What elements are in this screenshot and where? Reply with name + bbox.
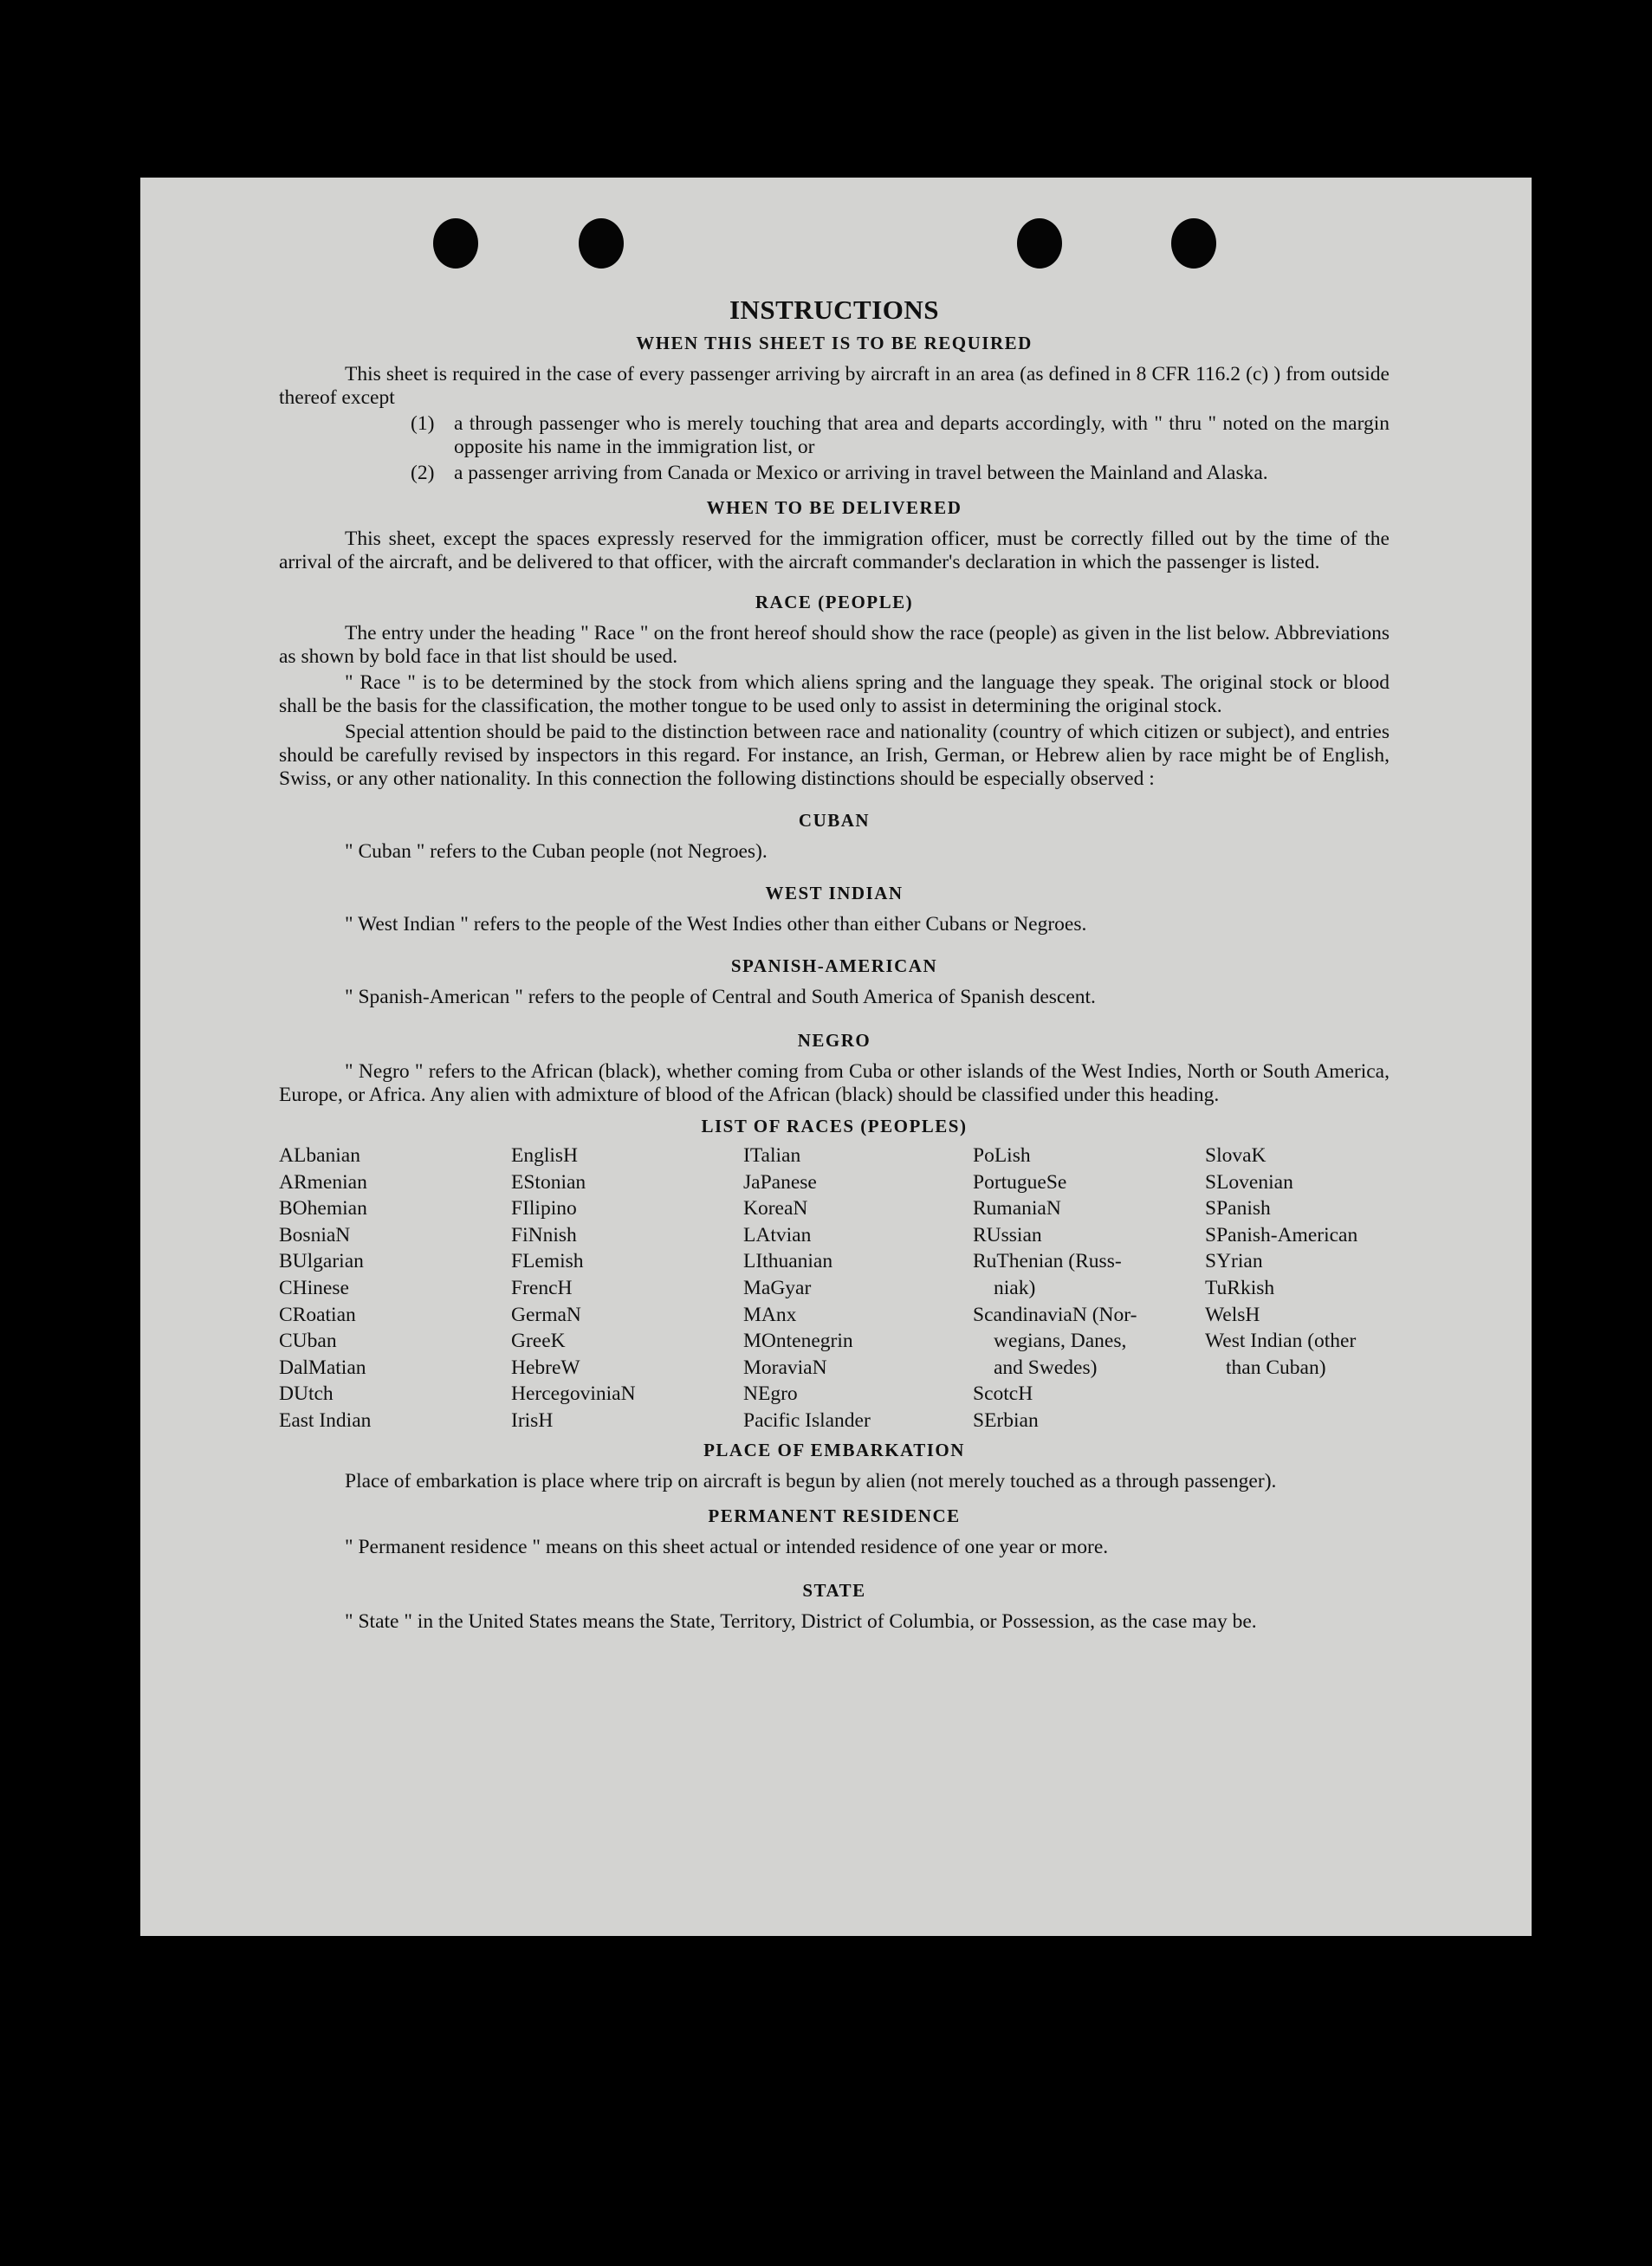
race-entry: BUlgarian [279,1250,364,1273]
race-entry: SPanish-American [1205,1223,1358,1246]
heading-race: RACE (PEOPLE) [755,592,914,612]
race-entry: CHinese [279,1276,349,1299]
race-entry: KoreaN [743,1197,808,1220]
heading-when-delivered: WHEN TO BE DELIVERED [706,497,962,518]
race-entry: DalMatian [279,1356,366,1379]
races-column [973,1143,1205,1434]
permanent-residence-text: " Permanent residence " means on this sheet actual or intended residence of one year or more. [345,1535,1109,1558]
punch-hole [433,218,478,269]
race-entry: BOhemian [279,1197,367,1220]
race-entry: wegians, Danes, [994,1330,1127,1353]
race-entry: ARmenian [279,1170,367,1194]
race-entry: FIlipino [511,1197,577,1220]
heading-permanent-residence: PERMANENT RESIDENCE [708,1505,961,1526]
heading-place-of-embarkation: PLACE OF EMBARKATION [703,1439,965,1460]
race-entry: FrencH [511,1276,573,1299]
race-entry: FLemish [511,1250,584,1273]
when-delivered-text: This sheet, except the spaces expressly reserved for the immigration officer, must be correctly filled out by the time of the arrival of the aircraft, and be delivered to that officer, with the aircraft commander's declaration in which the passenger is listed. [279,528,1390,573]
heading-negro: NEGRO [797,1030,871,1051]
item-number: (2) [411,462,435,484]
race-entry: GermaN [511,1303,581,1326]
race-entry: MAnx [743,1303,797,1326]
race-entry: LIthuanian [743,1250,833,1273]
race-entry: SLovenian [1205,1170,1293,1194]
races-table [279,1143,1390,1434]
state-text: " State " in the United States means the State, Territory, District of Columbia, or Possession, as the case may be. [345,1609,1257,1633]
exception-list [411,412,1390,485]
item-text: a passenger arriving from Canada or Mexico or arriving in travel between the Mainland and Alaska. [454,462,1268,484]
list-item [411,412,1390,459]
races-column [511,1143,743,1434]
race-entry: BosniaN [279,1223,351,1246]
item-text: a through passenger who is merely touching that area and departs accordingly, with " thru " noted on the margin opposite his name in the immigration list, or [454,412,1390,458]
race-entry: IrisH [511,1408,554,1432]
punch-hole [579,218,624,269]
race-entry: NEgro [743,1382,798,1406]
race-entry: CRoatian [279,1303,356,1326]
race-paragraph-3: Special attention should be paid to the distinction between race and nationality (country of which citizen or subject), and entries should be carefully revised by inspectors in this regard. For instance, an Irish, German, or Hebrew alien by race might be of English, Swiss, or any other nationality. In this connection the following distinctions should be especially observed : [279,721,1390,790]
race-entry: CUban [279,1330,337,1353]
race-entry: ScandinaviaN (Nor- [973,1303,1137,1326]
race-entry: Pacific Islander [743,1408,871,1432]
race-entry: RuThenian (Russ- [973,1250,1122,1273]
race-entry: TuRkish [1205,1276,1275,1299]
race-entry: WelsH [1205,1303,1260,1326]
document-sheet [140,178,1532,1936]
spanish-american-text: " Spanish-American " refers to the people of Central and South America of Spanish descent. [345,986,1096,1008]
race-entry: SYrian [1205,1250,1263,1273]
race-entry: and Swedes) [994,1356,1098,1379]
negro-text: " Negro " refers to the African (black), whether coming from Cuba or other islands of the West Indies, North or South America, Europe, or Africa. Any alien with admixture of blood of the African (black) should be classified under this heading. [279,1060,1390,1106]
place-of-embarkation-text: Place of embarkation is place where trip on aircraft is begun by alien (not merely touched as a through passenger). [345,1469,1277,1492]
race-entry: niak) [994,1276,1036,1299]
races-column [279,1143,511,1434]
heading-when-required: WHEN THIS SHEET IS TO BE REQUIRED [636,333,1033,353]
race-entry: East Indian [279,1408,372,1432]
race-entry: DUtch [279,1382,334,1406]
punch-hole [1017,218,1062,269]
race-entry: MoraviaN [743,1356,827,1379]
item-number: (1) [411,412,435,435]
race-entry: PortugueSe [973,1170,1067,1194]
races-column [743,1143,973,1434]
race-entry: SPanish [1205,1197,1271,1220]
race-entry: MOntenegrin [743,1330,853,1353]
race-entry: ALbanian [279,1144,360,1167]
race-entry: LAtvian [743,1223,812,1246]
race-entry: RUssian [973,1223,1042,1246]
list-item [411,462,1390,485]
race-entry: RumaniaN [973,1197,1061,1220]
races-column [1205,1143,1390,1434]
heading-cuban: CUBAN [798,810,871,831]
race-entry: ITalian [743,1144,801,1167]
cuban-text: " Cuban " refers to the Cuban people (not Negroes). [345,840,768,863]
race-entry: EStonian [511,1170,586,1194]
race-entry: ScotcH [973,1382,1033,1406]
race-entry: SErbian [973,1408,1039,1432]
page-title: INSTRUCTIONS [729,295,939,325]
heading-west-indian: WEST INDIAN [765,883,904,903]
when-required-intro: This sheet is required in the case of every passenger arriving by aircraft in an area (as defined in 8 CFR 116.2 (c) ) from outside thereof except [279,363,1390,409]
race-paragraph-1: The entry under the heading " Race " on the front hereof should show the race (people) as given in the list below. Abbreviations as shown by bold face in that list should be used. [279,622,1390,668]
west-indian-text: " West Indian " refers to the people of the West Indies other than either Cubans or Negroes. [345,913,1087,936]
race-entry: MaGyar [743,1276,812,1299]
race-entry: than Cuban) [1226,1356,1326,1379]
race-entry: SlovaK [1205,1144,1267,1167]
heading-list-of-races: LIST OF RACES (PEOPLES) [701,1116,968,1136]
instructions-content [279,295,1390,1634]
race-entry: GreeK [511,1330,566,1353]
race-entry: JaPanese [743,1170,817,1194]
heading-state: STATE [802,1579,866,1601]
race-entry: HebreW [511,1356,580,1379]
race-entry: HercegoviniaN [511,1382,636,1406]
race-paragraph-2: " Race " is to be determined by the stock from which aliens spring and the language they speak. The original stock or blood shall be the basis for the classification, the mother tongue to be used only to assist in determining the original stock. [279,671,1390,717]
punch-hole [1171,218,1216,269]
heading-spanish-american: SPANISH-AMERICAN [730,955,938,976]
race-entry: West Indian (other [1205,1330,1357,1353]
race-entry: EnglisH [511,1144,579,1167]
race-entry: PoLish [973,1144,1031,1167]
race-entry: FiNnish [511,1223,577,1246]
